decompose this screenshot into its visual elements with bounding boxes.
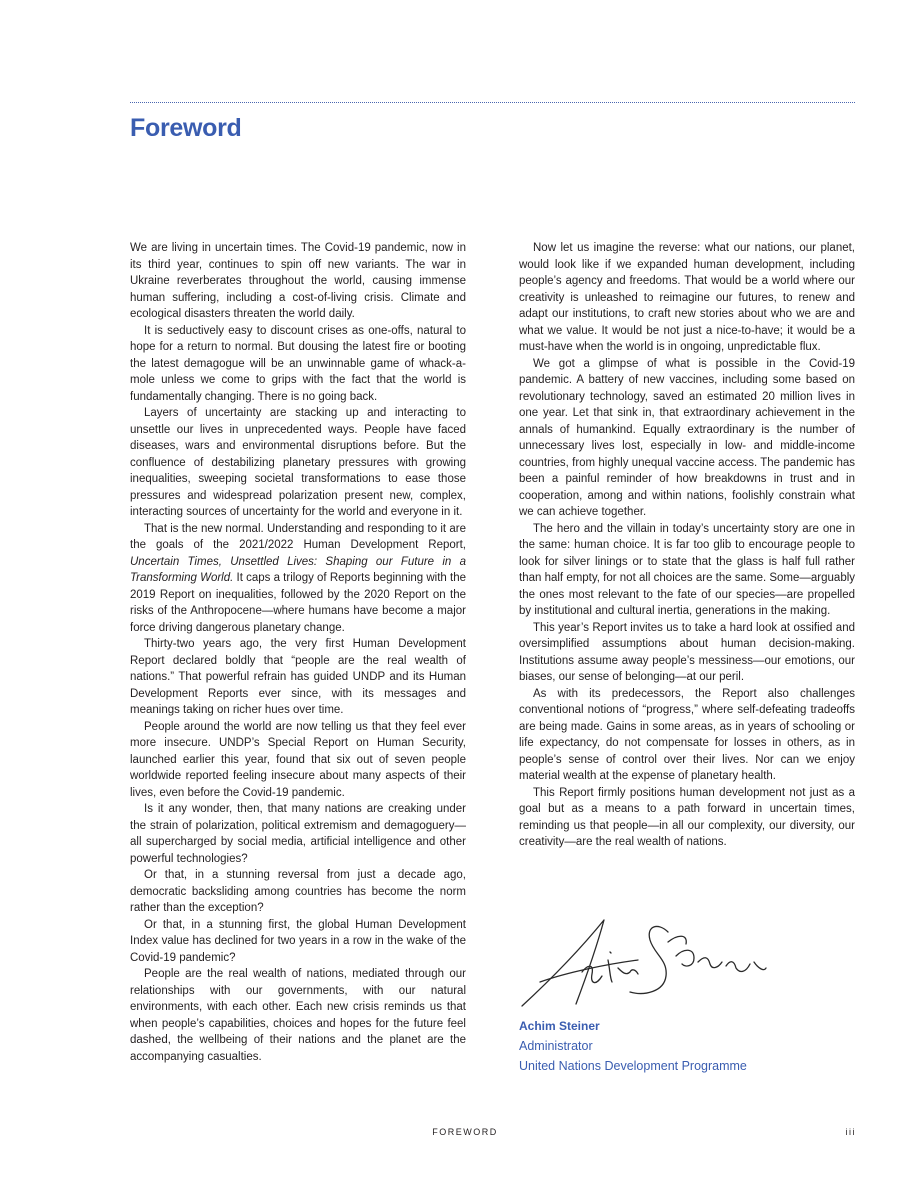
paragraph: We got a glimpse of what is possible in the Covid-19 pandemic. A battery of new vaccines, including some based on revolutionary technology, saved an estimated 20 million lives in one year. Let that sink in, that extraordinary achievement in the annals of humankind. Equally extraordinary is the number of unnecessary lives lost, especially in low- and middle-income countries, from highly unequal vaccine access. The pandemic has been a painful reminder of how breakdowns in trust and in cooperation, among and within nations, foolishly constrain what we can achieve together. xyxy=(519,357,855,518)
paragraph: Now let us imagine the reverse: what our nations, our planet, would look like if we expanded human development, including people’s agency and freedoms. That would be a world where our creativity is unleashed to reimagine our futures, to renew and adapt our institutions, to craft new stories about who we are and what we value. It would be not just a nice-to-have; it would be a must-have when the world is in ongoing, unpredictable flux. xyxy=(519,242,855,353)
page-number: iii xyxy=(845,1127,856,1137)
handwritten-signature xyxy=(518,912,768,1014)
paragraph: It is seductively easy to discount crises as one-offs, natural to hope for a return to normal. But dousing the latest fire or booting the latest demagogue will be an unwinnable game of whack-a-mole unless we come to grips with the fact that the world is fundamentally changing. There is no going back. xyxy=(130,324,466,403)
paragraph: People are the real wealth of nations, mediated through our relationships with our governments, with our natural environments, with each other. Each new crisis reminds us that when people’s capabilities, choices and hopes for the future feel dashed, the wellbeing of their nations and the planet are the accompanying casualties. xyxy=(130,968,466,1063)
signatory-organization: United Nations Development Programme xyxy=(519,1059,747,1073)
paragraph: Or that, in a stunning first, the global Human Development Index value has declined for two years in a row in the wake of the Covid-19 pandemic? xyxy=(130,918,466,964)
signatory-role: Administrator xyxy=(519,1039,593,1053)
paragraph: As with its predecessors, the Report also challenges conventional notions of “progress,” where self-defeating tradeoffs are being made. Gains in some areas, as in years of schooling or life expectancy, do not compensate for losses in others, as in people’s sense of control over their lives. Nor can we enjoy material wealth at the expense of planetary health. xyxy=(519,687,855,782)
paragraph: This Report firmly positions human development not just as a goal but as a means to a path forward in uncertain times, reminding us that people—in all our complexity, our diversity, our creativity—are the real wealth of nations. xyxy=(519,786,855,848)
left-column xyxy=(130,240,466,1065)
paragraph: Thirty-two years ago, the very first Human Development Report declared boldly that “people are the real wealth of nations.” That powerful refrain has guided UNDP and its Human Development Reports ever since, with its messages and meanings taking on richer hues over time. xyxy=(130,638,466,716)
paragraph: Layers of uncertainty are stacking up and interacting to unsettle our lives in unprecedented ways. People have faced diseases, wars and environmental disruptions before. But the confluence of destabilizing planetary pressures with growing inequalities, sweeping societal transformations to ease those pressures and widespread polarization present new, complex, interacting sources of uncertainty for the world and everyone in it. xyxy=(130,407,466,518)
paragraph: Or that, in a stunning reversal from just a decade ago, democratic backsliding among countries has become the norm rather than the exception? xyxy=(130,869,466,914)
paragraph: People around the world are now telling us that they feel ever more insecure. UNDP’s Special Report on Human Security, launched earlier this year, found that six out of seven people worldwide reported feeling insecure about many aspects of their lives, even before the Covid-19 pandemic. xyxy=(130,720,466,799)
paragraph: Is it any wonder, then, that many nations are creaking under the strain of polarization, political extremism and demagoguery—all supercharged by social media, artificial intelligence and other powerful technologies? xyxy=(130,803,466,865)
paragraph: This year’s Report invites us to take a hard look at ossified and oversimplified assumptions about human decision-making. Institutions assume away people’s messiness—our emotions, our biases, our sense of belonging—at our peril. xyxy=(519,621,855,683)
right-column xyxy=(519,240,855,851)
paragraph-text: It caps a trilogy of Reports beginning with the 2019 Report on inequalities, followed by the 2020 Report on the risks of the Anthropocene—where humans have become a major force driving dangerous planetary change. xyxy=(130,572,466,634)
signatory-name: Achim Steiner xyxy=(519,1019,600,1033)
header-divider xyxy=(130,102,855,103)
paragraph-text: That is the new normal. Understanding and responding to it are the goals of the 2021/2022 Human Development Report, xyxy=(130,522,466,551)
report-title: Uncertain Times, Unsettled Lives: Shaping our Future in a Transforming World. xyxy=(130,555,466,584)
paragraph: The hero and the villain in today’s uncertainty story are one in the same: human choice. It is far too glib to encourage people to look for silver linings or to state that the glass is half full rather than half empty, for not all choices are the same. Some—arguably the ones most relevant to the fate of our species—are propelled by institutional and cultural inertia, generations in the making. xyxy=(519,522,856,617)
running-footer: FOREWORD xyxy=(432,1127,498,1137)
paragraph xyxy=(130,521,466,637)
paragraph: We are living in uncertain times. The Covid-19 pandemic, now in its third year, continues to spin off new variants. The war in Ukraine reverberates throughout the world, causing immense human suffering, including a cost-of-living crisis. Climate and ecological disasters threaten the world daily. xyxy=(130,242,466,320)
page-title: Foreword xyxy=(130,114,242,142)
